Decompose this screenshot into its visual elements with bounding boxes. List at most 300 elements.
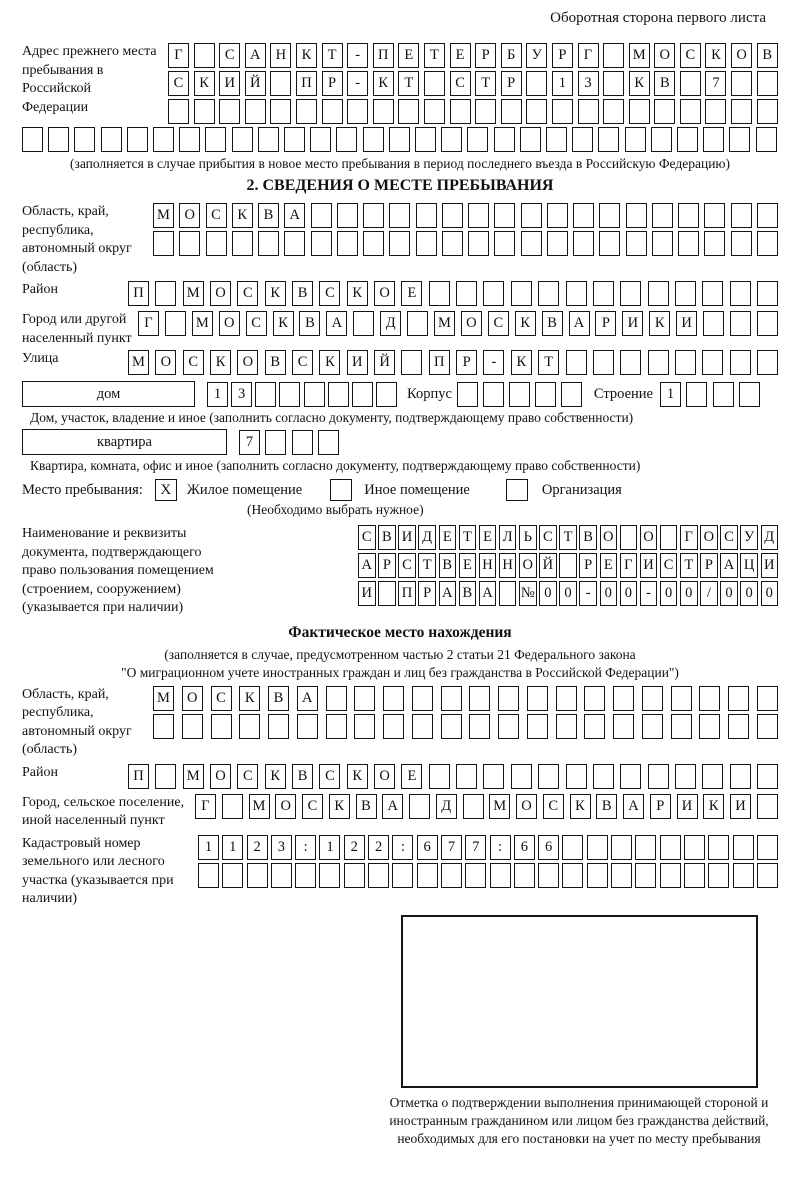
char-cell[interactable] [376, 382, 397, 407]
char-cell[interactable]: А [297, 686, 318, 711]
char-cell[interactable]: 0 [620, 581, 638, 606]
char-cell[interactable]: Т [538, 350, 559, 375]
char-cell[interactable]: 3 [231, 382, 252, 407]
char-cell[interactable]: С [543, 794, 564, 819]
char-cell[interactable] [179, 127, 200, 152]
char-cell[interactable] [733, 863, 754, 888]
char-cell[interactable] [598, 127, 619, 152]
checkbox-other-premises[interactable] [330, 479, 352, 501]
char-cell[interactable]: Р [322, 71, 343, 96]
char-cell[interactable] [733, 835, 754, 860]
checkbox-residential[interactable]: X [155, 479, 177, 501]
char-cell[interactable]: Е [459, 553, 477, 578]
char-cell[interactable]: Р [501, 71, 522, 96]
char-cell[interactable] [424, 71, 445, 96]
char-cell[interactable] [467, 127, 488, 152]
char-cell[interactable]: Д [418, 525, 436, 550]
char-cell[interactable] [671, 686, 692, 711]
char-cell[interactable]: 0 [559, 581, 577, 606]
char-cell[interactable]: С [680, 43, 701, 68]
char-cell[interactable] [671, 714, 692, 739]
char-cell[interactable] [566, 281, 587, 306]
char-cell[interactable] [593, 764, 614, 789]
char-cell[interactable] [232, 231, 253, 256]
char-cell[interactable]: С [237, 281, 258, 306]
char-cell[interactable] [245, 99, 266, 124]
char-cell[interactable]: Р [579, 553, 597, 578]
char-cell[interactable] [686, 382, 707, 407]
char-cell[interactable]: И [640, 553, 658, 578]
char-cell[interactable]: Г [138, 311, 159, 336]
char-cell[interactable] [556, 686, 577, 711]
char-cell[interactable] [562, 835, 583, 860]
char-cell[interactable] [613, 686, 634, 711]
char-cell[interactable]: П [429, 350, 450, 375]
char-cell[interactable] [501, 99, 522, 124]
char-cell[interactable] [593, 281, 614, 306]
char-cell[interactable] [494, 203, 515, 228]
char-cell[interactable]: П [373, 43, 394, 68]
char-cell[interactable]: Е [401, 281, 422, 306]
char-cell[interactable]: А [326, 311, 347, 336]
char-cell[interactable] [626, 231, 647, 256]
char-cell[interactable] [424, 99, 445, 124]
char-cell[interactable]: 1 [198, 835, 219, 860]
char-cell[interactable] [757, 794, 778, 819]
char-cell[interactable]: Г [620, 553, 638, 578]
char-cell[interactable] [354, 714, 375, 739]
char-cell[interactable]: Й [245, 71, 266, 96]
char-cell[interactable] [310, 127, 331, 152]
char-cell[interactable] [757, 764, 778, 789]
char-cell[interactable] [587, 863, 608, 888]
char-cell[interactable] [675, 281, 696, 306]
char-cell[interactable] [337, 231, 358, 256]
char-cell[interactable] [247, 863, 268, 888]
char-cell[interactable]: С [660, 553, 678, 578]
char-cell[interactable] [652, 203, 673, 228]
char-cell[interactable] [731, 231, 752, 256]
char-cell[interactable] [490, 863, 511, 888]
char-cell[interactable] [757, 71, 778, 96]
char-cell[interactable] [352, 382, 373, 407]
char-cell[interactable]: К [629, 71, 650, 96]
char-cell[interactable] [652, 231, 673, 256]
char-cell[interactable]: 7 [705, 71, 726, 96]
char-cell[interactable] [708, 835, 729, 860]
char-cell[interactable] [680, 99, 701, 124]
char-cell[interactable] [232, 127, 253, 152]
char-cell[interactable] [730, 311, 751, 336]
char-cell[interactable] [731, 203, 752, 228]
char-cell[interactable]: В [258, 203, 279, 228]
char-cell[interactable]: О [461, 311, 482, 336]
char-cell[interactable] [265, 430, 286, 455]
char-cell[interactable] [675, 764, 696, 789]
char-cell[interactable]: Г [195, 794, 216, 819]
char-cell[interactable] [383, 686, 404, 711]
char-cell[interactable] [457, 382, 478, 407]
char-cell[interactable] [757, 835, 778, 860]
char-cell[interactable]: - [579, 581, 597, 606]
char-cell[interactable] [198, 863, 219, 888]
char-cell[interactable]: М [489, 794, 510, 819]
char-cell[interactable] [572, 127, 593, 152]
char-cell[interactable]: И [677, 794, 698, 819]
char-cell[interactable] [538, 764, 559, 789]
char-cell[interactable]: С [319, 281, 340, 306]
char-cell[interactable]: С [292, 350, 313, 375]
char-cell[interactable] [205, 127, 226, 152]
char-cell[interactable]: К [703, 794, 724, 819]
char-cell[interactable]: Т [559, 525, 577, 550]
char-cell[interactable] [499, 581, 517, 606]
char-cell[interactable] [465, 863, 486, 888]
char-cell[interactable] [578, 99, 599, 124]
char-cell[interactable] [699, 714, 720, 739]
char-cell[interactable]: О [210, 764, 231, 789]
char-cell[interactable]: С [450, 71, 471, 96]
char-cell[interactable] [48, 127, 69, 152]
char-cell[interactable] [704, 231, 725, 256]
char-cell[interactable] [101, 127, 122, 152]
char-cell[interactable] [593, 350, 614, 375]
char-cell[interactable]: И [358, 581, 376, 606]
char-cell[interactable] [304, 382, 325, 407]
char-cell[interactable] [514, 863, 535, 888]
char-cell[interactable] [648, 281, 669, 306]
char-cell[interactable] [757, 350, 778, 375]
char-cell[interactable]: К [265, 764, 286, 789]
char-cell[interactable] [127, 127, 148, 152]
char-cell[interactable]: - [347, 43, 368, 68]
char-cell[interactable] [155, 764, 176, 789]
char-cell[interactable]: А [569, 311, 590, 336]
char-cell[interactable]: К [649, 311, 670, 336]
char-cell[interactable] [702, 350, 723, 375]
char-cell[interactable] [703, 127, 724, 152]
char-cell[interactable] [756, 127, 777, 152]
char-cell[interactable]: В [542, 311, 563, 336]
char-cell[interactable] [219, 99, 240, 124]
char-cell[interactable] [206, 231, 227, 256]
char-cell[interactable] [155, 281, 176, 306]
char-cell[interactable]: 0 [761, 581, 779, 606]
char-cell[interactable] [258, 231, 279, 256]
char-cell[interactable] [603, 43, 624, 68]
char-cell[interactable] [412, 714, 433, 739]
char-cell[interactable] [757, 863, 778, 888]
char-cell[interactable]: Ц [740, 553, 758, 578]
char-cell[interactable] [677, 127, 698, 152]
char-cell[interactable] [392, 863, 413, 888]
char-cell[interactable] [713, 382, 734, 407]
char-cell[interactable]: Е [439, 525, 457, 550]
char-cell[interactable]: К [194, 71, 215, 96]
char-cell[interactable] [383, 714, 404, 739]
char-cell[interactable] [678, 203, 699, 228]
char-cell[interactable]: К [319, 350, 340, 375]
char-cell[interactable]: С [206, 203, 227, 228]
char-cell[interactable]: В [292, 281, 313, 306]
char-cell[interactable] [292, 430, 313, 455]
char-cell[interactable]: Т [424, 43, 445, 68]
char-cell[interactable]: 1 [319, 835, 340, 860]
char-cell[interactable] [363, 127, 384, 152]
char-cell[interactable] [468, 203, 489, 228]
char-cell[interactable]: : [295, 835, 316, 860]
char-cell[interactable]: Й [539, 553, 557, 578]
char-cell[interactable] [222, 863, 243, 888]
char-cell[interactable] [407, 311, 428, 336]
char-cell[interactable] [678, 231, 699, 256]
char-cell[interactable] [363, 203, 384, 228]
char-cell[interactable]: М [183, 764, 204, 789]
char-cell[interactable] [702, 764, 723, 789]
char-cell[interactable] [179, 231, 200, 256]
char-cell[interactable] [526, 99, 547, 124]
char-cell[interactable] [573, 203, 594, 228]
char-cell[interactable]: Т [398, 71, 419, 96]
char-cell[interactable] [603, 71, 624, 96]
char-cell[interactable] [409, 794, 430, 819]
char-cell[interactable] [730, 281, 751, 306]
char-cell[interactable] [483, 382, 504, 407]
char-cell[interactable] [561, 382, 582, 407]
char-cell[interactable]: А [720, 553, 738, 578]
char-cell[interactable]: - [640, 581, 658, 606]
char-cell[interactable] [584, 714, 605, 739]
char-cell[interactable]: В [579, 525, 597, 550]
char-cell[interactable] [336, 127, 357, 152]
char-cell[interactable]: 7 [239, 430, 260, 455]
char-cell[interactable]: Р [456, 350, 477, 375]
char-cell[interactable] [547, 231, 568, 256]
char-cell[interactable]: И [398, 525, 416, 550]
char-cell[interactable] [587, 835, 608, 860]
char-cell[interactable] [520, 127, 541, 152]
char-cell[interactable]: Т [680, 553, 698, 578]
char-cell[interactable] [509, 382, 530, 407]
char-cell[interactable]: К [347, 281, 368, 306]
char-cell[interactable] [556, 714, 577, 739]
char-cell[interactable]: О [519, 553, 537, 578]
char-cell[interactable] [378, 581, 396, 606]
char-cell[interactable]: О [516, 794, 537, 819]
char-cell[interactable] [441, 127, 462, 152]
char-cell[interactable] [297, 714, 318, 739]
char-cell[interactable]: И [761, 553, 779, 578]
char-cell[interactable] [703, 311, 724, 336]
char-cell[interactable] [684, 863, 705, 888]
char-cell[interactable]: М [128, 350, 149, 375]
char-cell[interactable] [547, 203, 568, 228]
char-cell[interactable] [731, 99, 752, 124]
char-cell[interactable]: 0 [740, 581, 758, 606]
char-cell[interactable]: П [398, 581, 416, 606]
char-cell[interactable]: М [183, 281, 204, 306]
char-cell[interactable]: 2 [247, 835, 268, 860]
char-cell[interactable] [699, 686, 720, 711]
char-cell[interactable]: Р [418, 581, 436, 606]
char-cell[interactable]: С [319, 764, 340, 789]
char-cell[interactable] [271, 863, 292, 888]
char-cell[interactable] [328, 382, 349, 407]
char-cell[interactable] [268, 714, 289, 739]
char-cell[interactable] [757, 99, 778, 124]
char-cell[interactable] [337, 203, 358, 228]
char-cell[interactable]: У [740, 525, 758, 550]
char-cell[interactable]: О [275, 794, 296, 819]
char-cell[interactable]: С [358, 525, 376, 550]
char-cell[interactable]: О [654, 43, 675, 68]
char-cell[interactable] [613, 714, 634, 739]
char-cell[interactable] [730, 764, 751, 789]
char-cell[interactable] [757, 203, 778, 228]
char-cell[interactable] [322, 99, 343, 124]
char-cell[interactable] [635, 863, 656, 888]
char-cell[interactable]: С [488, 311, 509, 336]
char-cell[interactable] [642, 714, 663, 739]
char-cell[interactable] [538, 281, 559, 306]
char-cell[interactable] [416, 231, 437, 256]
char-cell[interactable] [626, 203, 647, 228]
char-cell[interactable]: Е [479, 525, 497, 550]
char-cell[interactable]: В [356, 794, 377, 819]
char-cell[interactable] [654, 99, 675, 124]
char-cell[interactable]: Д [380, 311, 401, 336]
char-cell[interactable]: Н [270, 43, 291, 68]
char-cell[interactable]: П [128, 764, 149, 789]
char-cell[interactable] [648, 764, 669, 789]
char-cell[interactable] [311, 203, 332, 228]
char-cell[interactable]: К [515, 311, 536, 336]
char-cell[interactable]: К [296, 43, 317, 68]
char-cell[interactable] [708, 863, 729, 888]
char-cell[interactable] [239, 714, 260, 739]
char-cell[interactable] [353, 311, 374, 336]
char-cell[interactable]: К [265, 281, 286, 306]
char-cell[interactable]: В [378, 525, 396, 550]
char-cell[interactable]: К [232, 203, 253, 228]
char-cell[interactable] [527, 686, 548, 711]
char-cell[interactable] [730, 350, 751, 375]
char-cell[interactable] [412, 686, 433, 711]
char-cell[interactable] [194, 43, 215, 68]
char-cell[interactable]: В [299, 311, 320, 336]
char-cell[interactable] [441, 863, 462, 888]
char-cell[interactable]: О [237, 350, 258, 375]
char-cell[interactable] [270, 99, 291, 124]
char-cell[interactable]: В [265, 350, 286, 375]
char-cell[interactable] [347, 99, 368, 124]
char-cell[interactable]: П [128, 281, 149, 306]
char-cell[interactable]: Д [436, 794, 457, 819]
char-cell[interactable] [194, 99, 215, 124]
char-cell[interactable]: Т [418, 553, 436, 578]
char-cell[interactable] [456, 281, 477, 306]
char-cell[interactable] [311, 231, 332, 256]
char-cell[interactable] [270, 71, 291, 96]
char-cell[interactable] [344, 863, 365, 888]
char-cell[interactable]: Л [499, 525, 517, 550]
char-cell[interactable] [153, 231, 174, 256]
char-cell[interactable]: / [700, 581, 718, 606]
char-cell[interactable]: 6 [514, 835, 535, 860]
char-cell[interactable] [494, 231, 515, 256]
char-cell[interactable]: 0 [539, 581, 557, 606]
char-cell[interactable]: Е [450, 43, 471, 68]
char-cell[interactable] [573, 231, 594, 256]
char-cell[interactable]: С [168, 71, 189, 96]
char-cell[interactable]: В [596, 794, 617, 819]
char-cell[interactable] [222, 794, 243, 819]
char-cell[interactable] [546, 127, 567, 152]
char-cell[interactable]: Е [398, 43, 419, 68]
char-cell[interactable]: Р [475, 43, 496, 68]
char-cell[interactable]: 1 [552, 71, 573, 96]
char-cell[interactable]: С [398, 553, 416, 578]
char-cell[interactable] [584, 686, 605, 711]
char-cell[interactable]: № [519, 581, 537, 606]
char-cell[interactable]: О [182, 686, 203, 711]
char-cell[interactable] [611, 863, 632, 888]
char-cell[interactable] [620, 350, 641, 375]
char-cell[interactable] [629, 99, 650, 124]
char-cell[interactable]: Й [374, 350, 395, 375]
char-cell[interactable] [284, 231, 305, 256]
char-cell[interactable] [521, 231, 542, 256]
char-cell[interactable] [483, 764, 504, 789]
char-cell[interactable] [511, 764, 532, 789]
char-cell[interactable] [599, 231, 620, 256]
char-cell[interactable] [74, 127, 95, 152]
char-cell[interactable] [373, 99, 394, 124]
char-cell[interactable]: С [211, 686, 232, 711]
char-cell[interactable] [620, 764, 641, 789]
char-cell[interactable]: Р [650, 794, 671, 819]
char-cell[interactable] [295, 863, 316, 888]
char-cell[interactable] [469, 686, 490, 711]
char-cell[interactable]: В [757, 43, 778, 68]
char-cell[interactable] [635, 835, 656, 860]
char-cell[interactable]: К [373, 71, 394, 96]
char-cell[interactable] [284, 127, 305, 152]
char-cell[interactable] [757, 714, 778, 739]
char-cell[interactable]: О [640, 525, 658, 550]
char-cell[interactable] [483, 281, 504, 306]
char-cell[interactable] [363, 231, 384, 256]
char-cell[interactable]: 1 [207, 382, 228, 407]
char-cell[interactable]: А [284, 203, 305, 228]
char-cell[interactable] [552, 99, 573, 124]
char-cell[interactable] [757, 231, 778, 256]
char-cell[interactable]: - [483, 350, 504, 375]
char-cell[interactable] [559, 553, 577, 578]
char-cell[interactable]: Ь [519, 525, 537, 550]
char-cell[interactable] [258, 127, 279, 152]
char-cell[interactable] [255, 382, 276, 407]
char-cell[interactable]: В [459, 581, 477, 606]
char-cell[interactable] [566, 764, 587, 789]
char-cell[interactable] [702, 281, 723, 306]
char-cell[interactable]: В [292, 764, 313, 789]
char-cell[interactable] [279, 382, 300, 407]
char-cell[interactable] [463, 794, 484, 819]
char-cell[interactable]: Р [700, 553, 718, 578]
char-cell[interactable]: И [730, 794, 751, 819]
char-cell[interactable] [494, 127, 515, 152]
